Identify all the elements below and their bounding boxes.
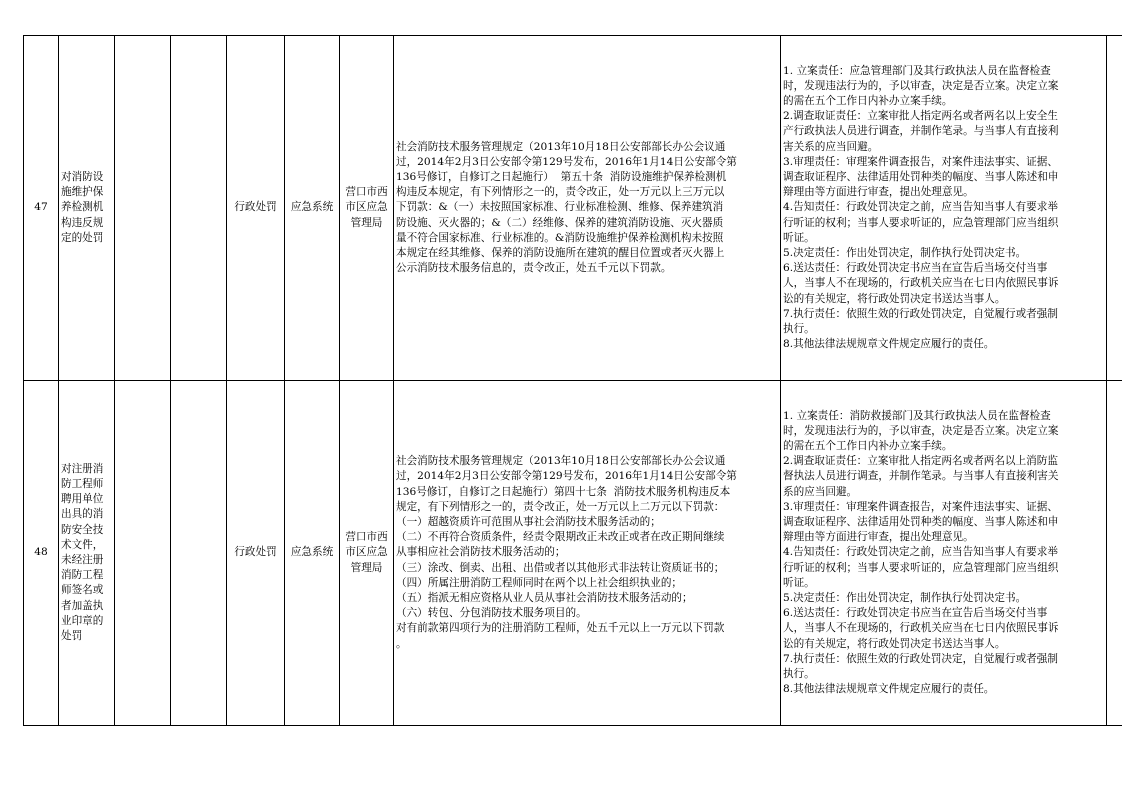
legal-basis-line: 本规定在经其维修、保养的消防设施所在建筑的醒目位置或者灭火器上 <box>396 247 725 259</box>
responsibility-line: 行听证的权利；当事人要求听证的，应急管理部门应当组织 <box>783 216 1059 229</box>
responsibility-line: 6.送达责任：行政处罚决定书应当在宣告后当场交付当事 <box>783 607 1048 620</box>
department-cell: 营口市西市区应急管理局 <box>340 36 394 381</box>
item-name-cell: 对消防设施维护保养检测机构违反规定的处罚 <box>59 36 115 381</box>
responsibility-line: 辩理由等方面进行审查，提出处理意见。 <box>783 186 974 199</box>
responsibility-line: 8.其他法律法规规章文件规定应履行的责任。 <box>783 683 995 696</box>
responsibility-line: 5.决定责任：作出处罚决定，制作执行处罚决定书。 <box>783 247 1027 259</box>
responsibility-line: 4.告知责任：行政处罚决定之前，应当告知当事人有要求举 <box>783 201 1058 214</box>
system-cell: 应急系统 <box>285 36 340 381</box>
responsibility-line: 调查取证程序、法律适用处罚种类的幅度、当事人陈述和申 <box>783 170 1059 183</box>
responsibility-line: 2.调查取证责任：立案审批人指定两名或者两名以上消防监 <box>783 455 1058 468</box>
table-row <box>24 36 1122 381</box>
legal-basis-line: 从事相应社会消防技术服务活动的； <box>396 546 566 559</box>
responsibility-line: 调查取证程序、法律适用处罚种类的幅度、当事人陈述和申 <box>783 515 1059 528</box>
responsibility-line: 辩理由等方面进行审查，提出处理意见。 <box>783 531 974 544</box>
legal-basis-line: （二）不再符合资质条件，经责令限期改正未改正或者在改正期间继续 <box>396 531 725 544</box>
legal-basis-line: （一）超越资质许可范围从事社会消防技术服务活动的； <box>396 515 661 528</box>
responsibility-line: 人，当事人不在现场的，行政机关应当在七日内依照民事诉 <box>783 622 1059 635</box>
responsibility-line: 时，发现违法行为的，予以审查，决定是否立案。决定立案 <box>783 424 1059 437</box>
responsibility-line: 执行。 <box>783 668 815 681</box>
responsibility-line: 行听证的权利；当事人要求听证的，应急管理部门应当组织 <box>783 561 1059 574</box>
responsibility-line: 7.执行责任：依照生效的行政处罚决定，自觉履行或者强制 <box>783 652 1058 665</box>
code-cell <box>171 381 227 726</box>
legal-basis-line: 公示消防技术服务信息的，责令改正，处五千元以下罚款。 <box>396 262 672 275</box>
legal-basis-line: 社会消防技术服务管理规定（2013年10月18日公安部部长办公会议通 <box>396 455 726 468</box>
responsibility-line: 3.审理责任：审理案件调查报告，对案件违法事实、证据、 <box>783 155 1058 168</box>
row-number: 47 <box>24 36 59 381</box>
responsibility-line: 3.审理责任：审理案件调查报告，对案件违法事实、证据、 <box>783 500 1058 513</box>
sub-item-cell <box>115 381 171 726</box>
item-name-cell: 对注册消防工程师聘用单位出具的消防安全技术文件，未经注册消防工程师签名或者加盖执业印章的处罚 <box>59 381 115 726</box>
legal-basis-line: 136号修订，自修订之日起施行）第四十七条 消防技术服务机构违反本 <box>396 485 731 498</box>
responsibility-line: 时，发现违法行为的，予以审查，决定是否立案。决定立案 <box>783 79 1059 92</box>
responsibility-line: 8.其他法律法规规章文件规定应履行的责任。 <box>783 338 995 351</box>
responsibility-line: 执行。 <box>783 323 815 336</box>
legal-basis-line: 过，2014年2月3日公安部令第129号发布，2016年1月14日公安部令第 <box>396 155 737 168</box>
responsibility-line: 讼的有关规定，将行政处罚决定书送达当事人。 <box>783 292 1006 305</box>
responsibility-line: 的需在五个工作日内补办立案手续。 <box>783 94 953 107</box>
legal-basis-line: 下罚款：&（一）未按照国家标准、行业标准检测、维修、保养建筑消 <box>396 201 724 214</box>
responsibility-line: 产行政执法人员进行调查，并制作笔录。与当事人有直接利 <box>783 125 1059 138</box>
code-cell <box>171 36 227 381</box>
legal-basis-line: 规定，有下列情形之一的，责令改正，处一万元以上二万元以下罚款： <box>396 500 725 513</box>
responsibility-cell <box>781 381 1107 726</box>
legal-basis-cell <box>394 381 781 726</box>
responsibility-line: 听证。 <box>783 576 815 589</box>
responsibility-line: 的需在五个工作日内补办立案手续。 <box>783 439 953 452</box>
row-number: 48 <box>24 381 59 726</box>
legal-basis-cell <box>394 36 781 381</box>
responsibility-line: 害关系的应当回避。 <box>783 140 879 153</box>
responsibility-cell <box>781 36 1107 381</box>
legal-basis-line: 过，2014年2月3日公安部令第129号发布，2016年1月14日公安部令第 <box>396 470 737 483</box>
legal-basis-line: （三）涂改、倒卖、出租、出借或者以其他形式非法转让资质证书的； <box>396 561 725 574</box>
responsibility-line: 讼的有关规定，将行政处罚决定书送达当事人。 <box>783 637 1006 650</box>
sub-item-cell <box>115 36 171 381</box>
legal-basis-line: 对有前款第四项行为的注册消防工程师，处五千元以上一万元以下罚款 <box>396 622 725 635</box>
legal-basis-line: 量不符合国家标准、行业标准的。&消防设施维护保养检测机构未按照 <box>396 231 724 244</box>
responsibility-line: 4.告知责任：行政处罚决定之前，应当告知当事人有要求举 <box>783 546 1058 559</box>
responsibility-line: 1. 立案责任：应急管理部门及其行政执法人员在监督检查 <box>783 64 1051 77</box>
legal-basis-line: 构违反本规定，有下列情形之一的，责令改正，处一万元以上三万元以 <box>396 186 725 199</box>
legal-basis-line: （五）指派无相应资格从业人员从事社会消防技术服务活动的； <box>396 592 693 604</box>
responsibility-line: 人，当事人不在现场的，行政机关应当在七日内依照民事诉 <box>783 277 1059 290</box>
power-type-cell: 行政处罚 <box>227 381 285 726</box>
responsibility-line: 督执法人员进行调查，并制作笔录。与当事人有直接利害关 <box>783 470 1059 483</box>
remark-cell <box>1107 36 1122 381</box>
system-cell: 应急系统 <box>285 381 340 726</box>
power-type-cell: 行政处罚 <box>227 36 285 381</box>
power-list-table <box>23 35 1122 726</box>
legal-basis-line: 。 <box>396 637 407 650</box>
department-cell: 营口市西市区应急管理局 <box>340 381 394 726</box>
responsibility-line: 2.调查取证责任：立案审批人指定两名或者两名以上安全生 <box>783 110 1058 123</box>
table-row <box>24 381 1122 726</box>
legal-basis-line: （四）所属注册消防工程师同时在两个以上社会组织执业的； <box>396 576 683 589</box>
responsibility-line: 7.执行责任：依照生效的行政处罚决定，自觉履行或者强制 <box>783 307 1058 320</box>
legal-basis-line: （六）转包、分包消防技术服务项目的。 <box>396 607 587 620</box>
responsibility-line: 1. 立案责任：消防救援部门及其行政执法人员在监督检查 <box>783 409 1051 422</box>
legal-basis-line: 防设施、灭火器的；&（二）经维修、保养的建筑消防设施、灭火器质 <box>396 216 724 229</box>
responsibility-line: 5.决定责任：作出处罚决定，制作执行处罚决定书。 <box>783 592 1027 604</box>
responsibility-line: 系的应当回避。 <box>783 485 858 498</box>
legal-basis-line: 社会消防技术服务管理规定（2013年10月18日公安部部长办公会议通 <box>396 140 726 153</box>
responsibility-line: 听证。 <box>783 231 815 244</box>
responsibility-line: 6.送达责任：行政处罚决定书应当在宣告后当场交付当事 <box>783 262 1048 275</box>
legal-basis-line: 136号修订，自修订之日起施行） 第五十条 消防设施维护保养检测机 <box>396 170 727 183</box>
remark-cell <box>1107 381 1122 726</box>
